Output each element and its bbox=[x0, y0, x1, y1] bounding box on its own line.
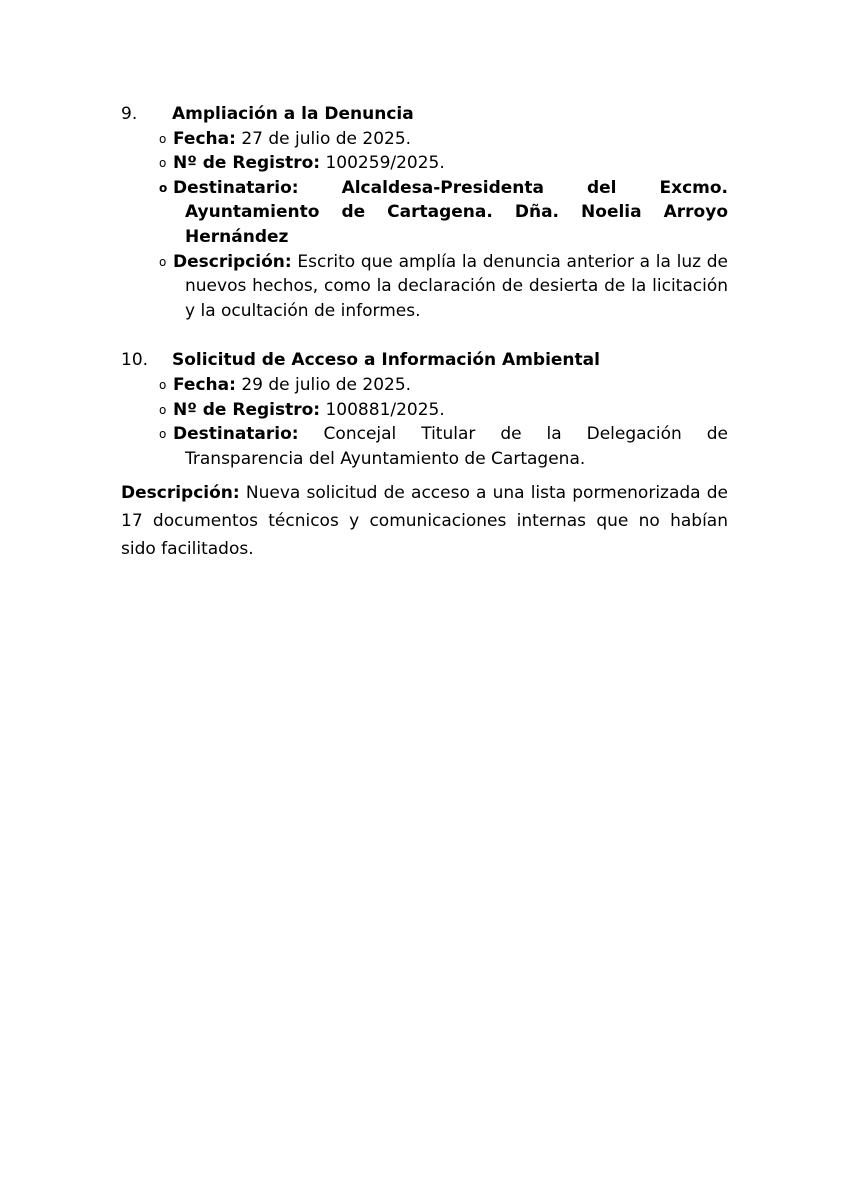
bullet-icon: o bbox=[159, 402, 167, 417]
item-label: Nº de Registro: bbox=[173, 153, 321, 174]
list-item-destinatario bbox=[121, 176, 728, 250]
section-9 bbox=[121, 102, 728, 323]
item-value: Alcaldesa-Presidenta del Excmo. Ayuntamiento de Cartagena. Dña. Noelia Arroyo Hernández bbox=[185, 177, 729, 247]
item-value: 27 de julio de 2025. bbox=[241, 128, 412, 149]
bullet-icon: o bbox=[159, 377, 167, 392]
item-value: Concejal Titular de la Delegación de Transparencia del Ayuntamiento de Cartagena. bbox=[185, 424, 729, 469]
document-content bbox=[121, 102, 728, 563]
item-label: Descripción: bbox=[173, 251, 292, 272]
bullet-icon: o bbox=[159, 254, 167, 269]
list-item-fecha bbox=[121, 373, 728, 398]
section-number: 10. bbox=[121, 350, 149, 371]
description-label: Descripción: bbox=[121, 483, 240, 504]
item-label: Fecha: bbox=[173, 128, 236, 149]
bullet-icon: o bbox=[159, 427, 167, 442]
item-value: Escrito que amplía la denuncia anterior a la luz de nuevos hechos, como la declaración de desierta de la licitación y la ocultación de informes. bbox=[185, 251, 728, 321]
item-value: 29 de julio de 2025. bbox=[241, 374, 412, 395]
item-value: 100881/2025. bbox=[325, 399, 445, 420]
item-label: Nº de Registro: bbox=[173, 399, 321, 420]
section-title: Solicitud de Acceso a Información Ambiental bbox=[172, 350, 600, 371]
list-item-registro bbox=[121, 398, 728, 423]
list-item-destinatario bbox=[121, 422, 728, 471]
section-heading bbox=[121, 348, 728, 373]
list-item-registro bbox=[121, 151, 728, 176]
section-number: 9. bbox=[121, 104, 138, 124]
item-label: Fecha: bbox=[173, 374, 236, 395]
item-value: 100259/2025. bbox=[325, 153, 445, 174]
section-title: Ampliación a la Denuncia bbox=[172, 104, 414, 124]
item-label: Destinatario: bbox=[173, 424, 299, 445]
bullet-icon: o bbox=[159, 156, 167, 171]
list-item-fecha bbox=[121, 127, 728, 152]
bullet-icon: o bbox=[159, 131, 167, 146]
section-items bbox=[121, 373, 728, 471]
description-text: Nueva solicitud de acceso a una lista pormenorizada de 17 documentos técnicos y comunicaciones internas que no habían sido facilitados. bbox=[121, 483, 729, 560]
section-heading bbox=[121, 102, 728, 127]
section-description bbox=[121, 479, 728, 563]
item-label: Destinatario: bbox=[173, 177, 299, 198]
list-item-descripcion bbox=[121, 250, 728, 324]
bullet-icon: o bbox=[159, 180, 168, 195]
section-10 bbox=[121, 348, 728, 563]
section-items bbox=[121, 127, 728, 324]
